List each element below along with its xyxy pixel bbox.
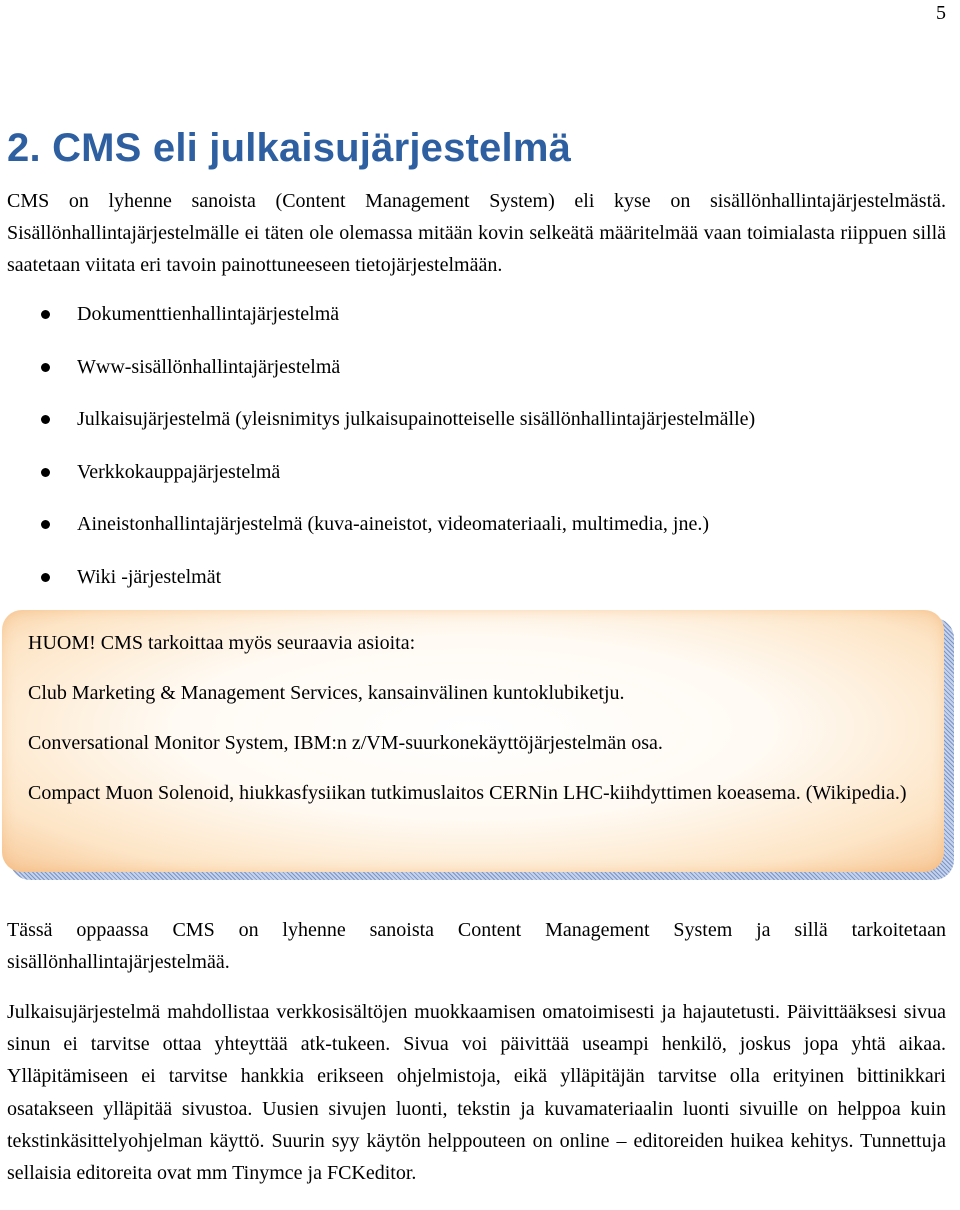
body-paragraph: Julkaisujärjestelmä mahdollistaa verkkosisältöjen muokkaamisen omatoimisesti ja hajautetusti. Päivittääksesi sivua sinun ei tarvitse ottaa yhteyttää atk-tukeen. Sivua voi päivittää useampi henkilö, joskus jopa yhtä aikaa. Ylläpitämiseen ei tarvitse hankkia erikseen ohjelmistoja, eikä ylläpitäjän tarvitse olla erityinen bittinikkari osatakseen ylläpitää sivustoa. Uusien sivujen luonti, tekstin ja kuvamateriaalin luonti sivuille on helppoa kuin tekstinkäsittelyohjelman käyttö. Suurin syy käytön helppouteen on online – editoreiden huikea kehitys. Tunnettuja sellaisia editoreita ovat mm Tinymce ja FCKeditor. bbox=[7, 1001, 946, 1185]
list-item-text: Dokumenttienhallintajärjestelmä bbox=[77, 303, 340, 325]
list-item-text: Verkkokauppajärjestelmä bbox=[77, 460, 281, 483]
bullet-icon bbox=[41, 415, 50, 424]
section-heading: 2. CMS eli julkaisujärjestelmä bbox=[7, 126, 572, 170]
callout-line: Compact Muon Solenoid, hiukkasfysiikan tutkimuslaitos CERNin LHC-kiihdyttimen koeasema. (Wikipedia.) bbox=[28, 782, 907, 804]
list-item bbox=[0, 561, 755, 614]
bullet-icon bbox=[41, 363, 50, 372]
page-number: 5 bbox=[936, 2, 946, 24]
list-item-text: Aineistonhallintajärjestelmä (kuva-aineistot, videomateriaali, multimedia, jne.) bbox=[77, 513, 710, 535]
list-item bbox=[0, 351, 755, 404]
list-item-text: Julkaisujärjestelmä (yleisnimitys julkaisupainotteiselle sisällönhallintajärjestelmälle) bbox=[77, 408, 756, 430]
note-callout-box bbox=[2, 610, 944, 872]
intro-paragraph: CMS on lyhenne sanoista (Content Management System) eli kyse on sisällönhallintajärjestelmästä. Sisällönhallintajärjestelmälle ei täten ole olemassa mitään kovin selkeätä määritelmää vaan toimialasta riippuen sillä saatetaan viitata eri tavoin painottuneeseen tietojärjestelmään. bbox=[7, 190, 946, 276]
list-item-text: Www-sisällönhallintajärjestelmä bbox=[77, 355, 341, 378]
callout-title: HUOM! CMS tarkoittaa myös seuraavia asioita: bbox=[28, 632, 416, 654]
bullet-icon bbox=[41, 310, 50, 319]
bullet-icon bbox=[41, 573, 50, 582]
callout-line: Conversational Monitor System, IBM:n z/VM-suurkonekäyttöjärjestelmän osa. bbox=[28, 732, 663, 754]
bullet-icon bbox=[41, 468, 50, 477]
list-item-text: Wiki -järjestelmät bbox=[77, 565, 222, 588]
cms-types-list bbox=[0, 298, 755, 613]
bullet-icon bbox=[41, 520, 50, 529]
callout-line: Club Marketing & Management Services, kansainvälinen kuntoklubiketju. bbox=[28, 682, 625, 704]
list-item bbox=[0, 403, 755, 456]
list-item bbox=[0, 456, 755, 509]
list-item bbox=[0, 508, 755, 561]
definition-paragraph: Tässä oppaassa CMS on lyhenne sanoista Content Management System ja sillä tarkoitetaan sisällönhallintajärjestelmää. bbox=[7, 919, 946, 973]
list-item bbox=[0, 298, 755, 351]
